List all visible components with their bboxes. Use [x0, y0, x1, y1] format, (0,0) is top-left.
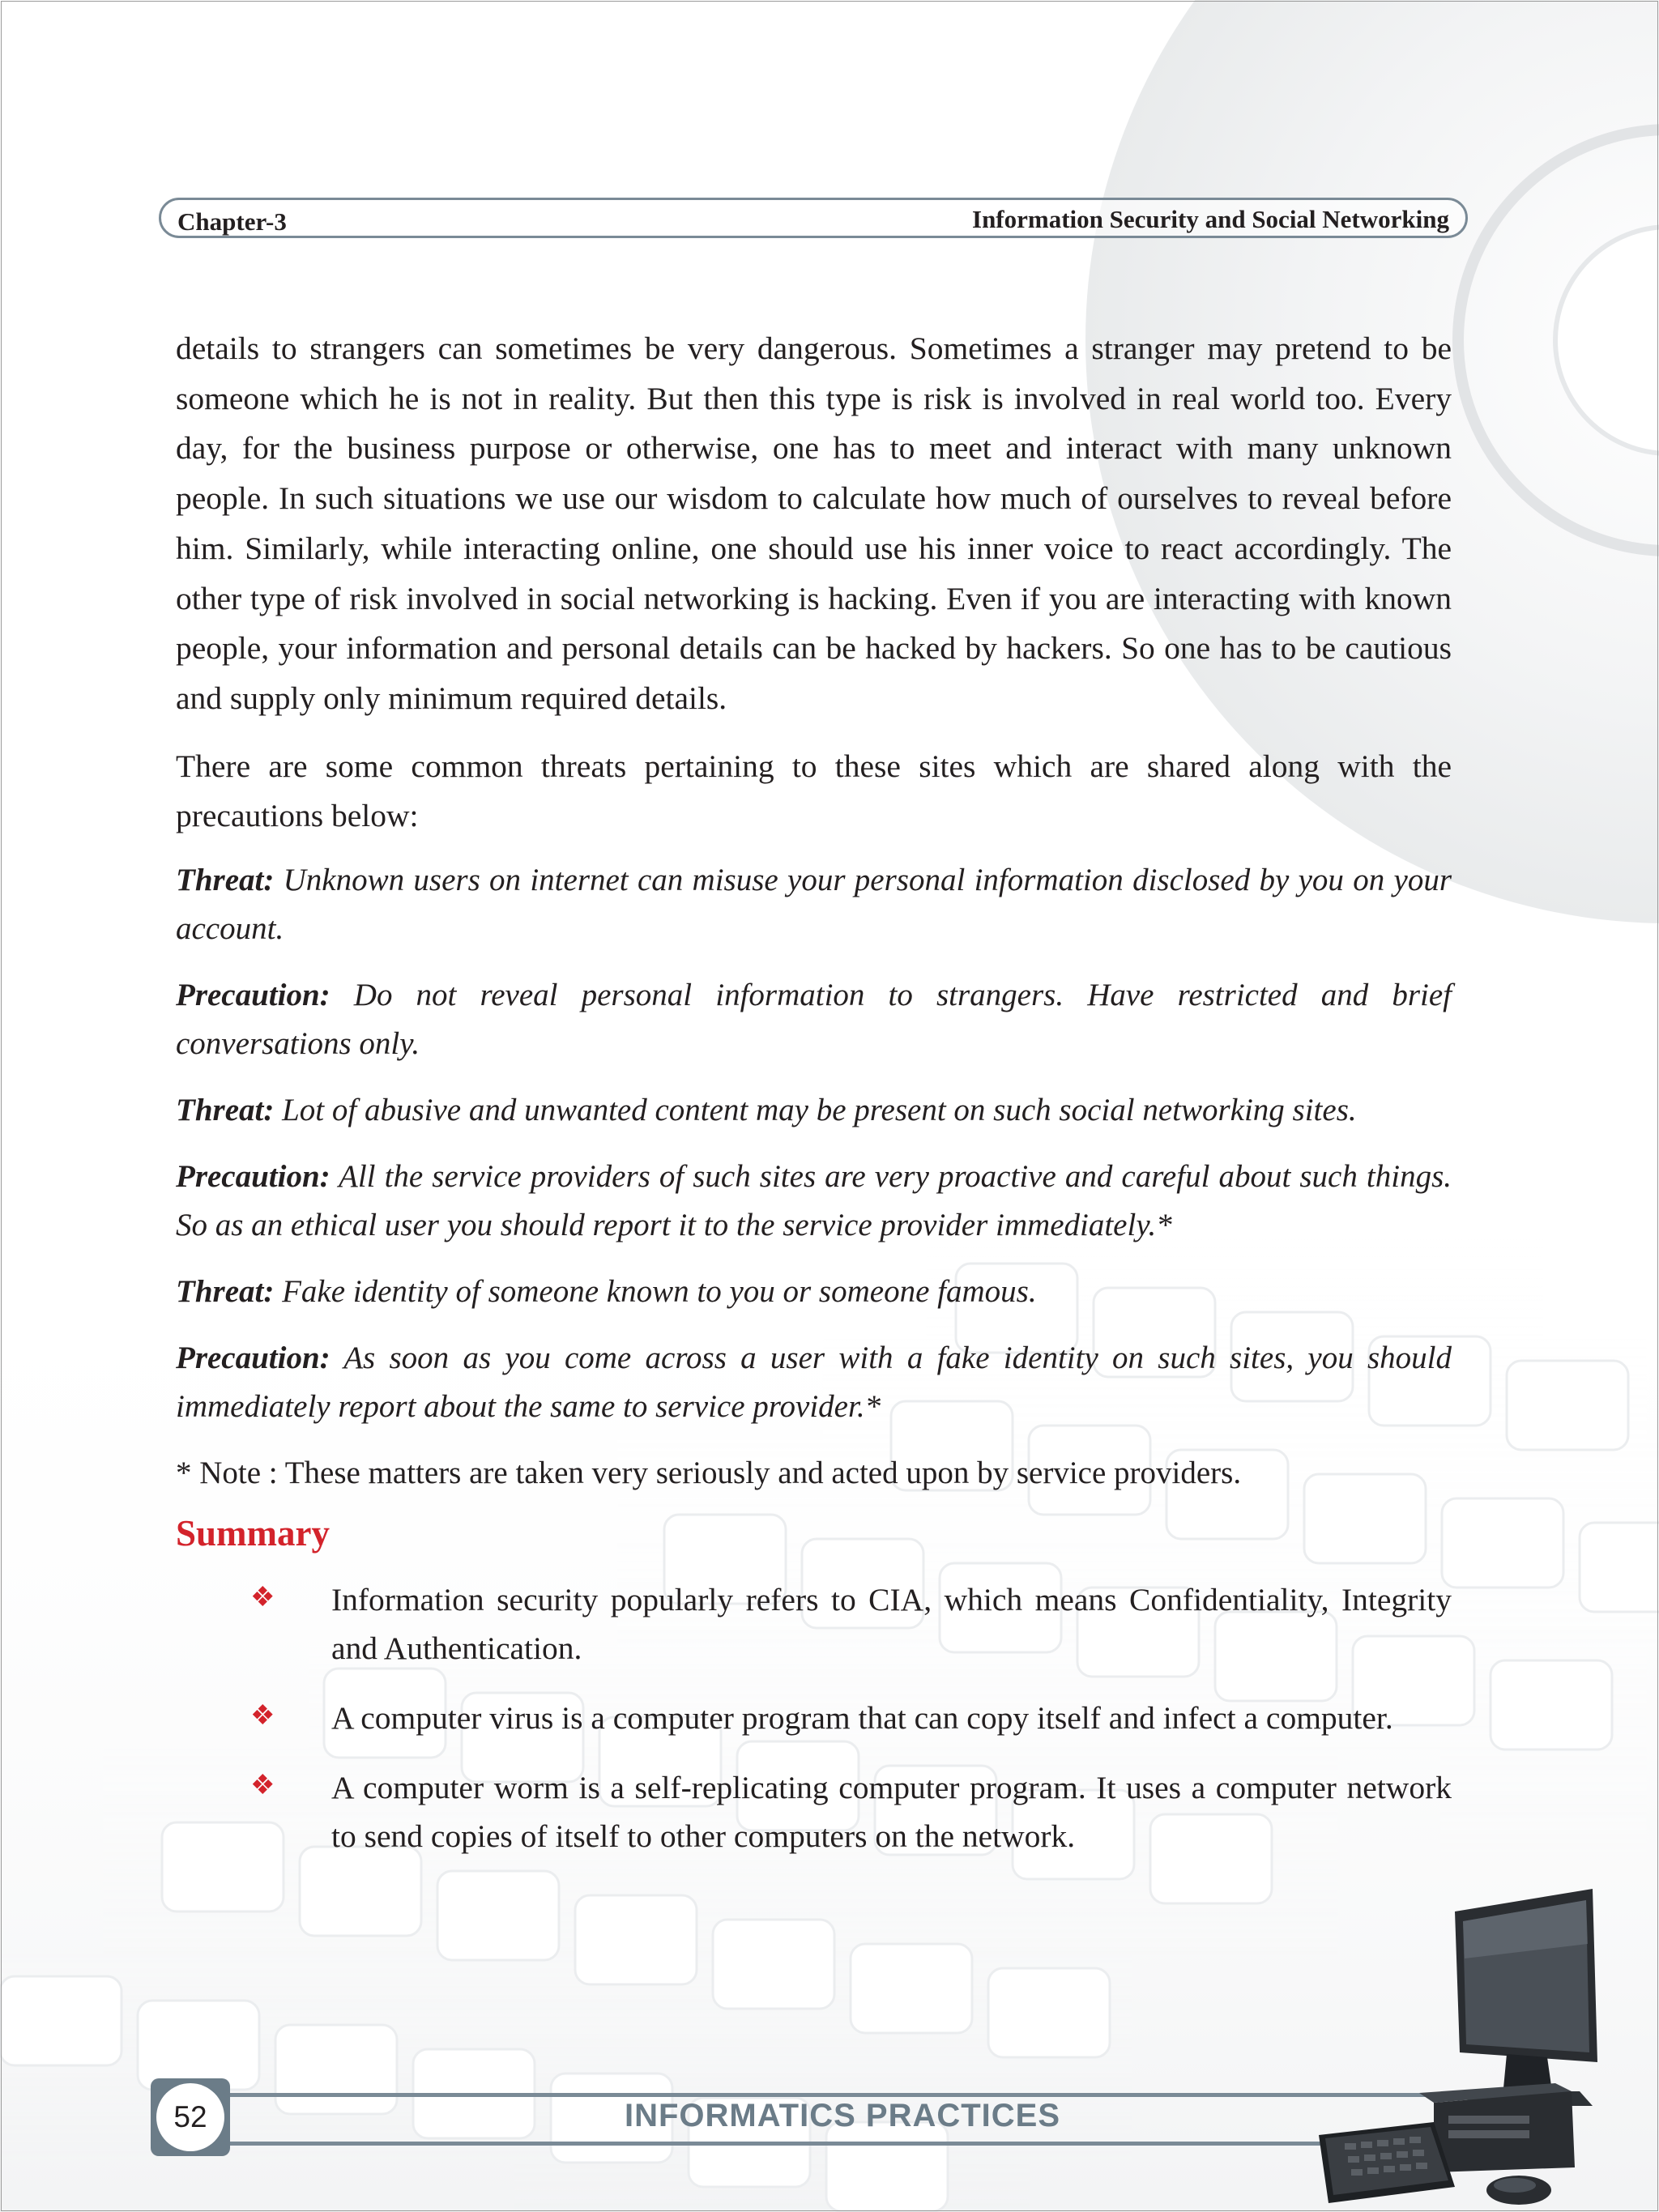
threat-label: Threat: [176, 863, 275, 898]
mouse-art [1486, 2176, 1551, 2205]
threat-text: Lot of abusive and unwanted content may be present on such social networking sites. [274, 1093, 1357, 1128]
summary-item-text: Information security popularly refers to CIA, which means Confidentiality, Integrity and Authentication. [331, 1582, 1452, 1667]
diamond-bullet-icon: ❖ [250, 1583, 275, 1613]
summary-item-text: A computer worm is a self-replicating computer program. It uses a computer network to send copies of itself to other computers on the network. [331, 1770, 1452, 1855]
precaution-text: All the service providers of such sites are very proactive and careful about such things. So as an ethical user you should report it to the service provider immediately.* [176, 1159, 1452, 1243]
footer-title: INFORMATICS PRACTICES [624, 2098, 1061, 2133]
diamond-bullet-icon: ❖ [250, 1771, 275, 1801]
threat-item [176, 1086, 1452, 1135]
precaution-label: Precaution: [176, 978, 331, 1013]
precaution-text: Do not reveal personal information to strangers. Have restricted and brief conversations only. [176, 978, 1452, 1062]
precaution-item [176, 1153, 1452, 1250]
desktop-computer-illustration [1312, 1879, 1659, 2212]
page-content [176, 324, 1452, 1882]
chapter-label: Chapter-3 [177, 207, 287, 236]
summary-item [176, 1763, 1452, 1860]
summary-list [176, 1575, 1452, 1860]
common-threats-paragraph: There are some common threats pertaining to these sites which are shared along with the precautions below: [176, 748, 1452, 834]
intro-paragraph: details to strangers can sometimes be very dangerous. Sometimes a stranger may pretend to be someone which he is not in reality. But then this type is risk is involved in real world too. Every day, for the business purpose or otherwise, one has to meet and interact with many unknown people. In such situations we use our wisdom to calculate how much of ourselves to reveal before him. Similarly, while interacting online, one should use his inner voice to react accordingly. The other type of risk involved in social networking is hacking. Even if you are interacting with known people, your information and personal details can be hacked by hackers. So one has to be cautious and supply only minimum required details. [176, 330, 1452, 716]
keyboard-device-art [1319, 2122, 1455, 2203]
footer-line-top [230, 2093, 1478, 2097]
diamond-bullet-icon: ❖ [250, 1701, 275, 1732]
precaution-label: Precaution: [176, 1159, 331, 1195]
precaution-item [176, 971, 1452, 1068]
threat-label: Threat: [176, 1093, 275, 1128]
threat-item [176, 856, 1452, 953]
summary-heading: Summary [176, 1513, 330, 1554]
page-number-box [151, 2078, 230, 2156]
chapter-title: Information Security and Social Networking [972, 205, 1449, 233]
page-number: 52 [156, 2083, 224, 2151]
precaution-label: Precaution: [176, 1340, 331, 1376]
precaution-item [176, 1334, 1452, 1431]
monitor-art [1455, 1889, 1597, 2106]
threat-item [176, 1268, 1452, 1316]
threat-text: Unknown users on internet can misuse your personal information disclosed by you on your account. [176, 863, 1452, 947]
summary-item [176, 1575, 1452, 1673]
precaution-text: As soon as you come across a user with a fake identity on such sites, you should immediately report about the same to service provider.* [176, 1340, 1452, 1425]
footer-line-bottom [230, 2142, 1478, 2146]
chapter-header [159, 198, 1468, 238]
summary-item [176, 1694, 1452, 1742]
threat-label: Threat: [176, 1274, 275, 1310]
threat-text: Fake identity of someone known to you or someone famous. [274, 1274, 1037, 1310]
note-text: * Note : These matters are taken very seriously and acted upon by service providers. [176, 1455, 1242, 1491]
summary-item-text: A computer virus is a computer program that can copy itself and infect a computer. [331, 1700, 1393, 1737]
